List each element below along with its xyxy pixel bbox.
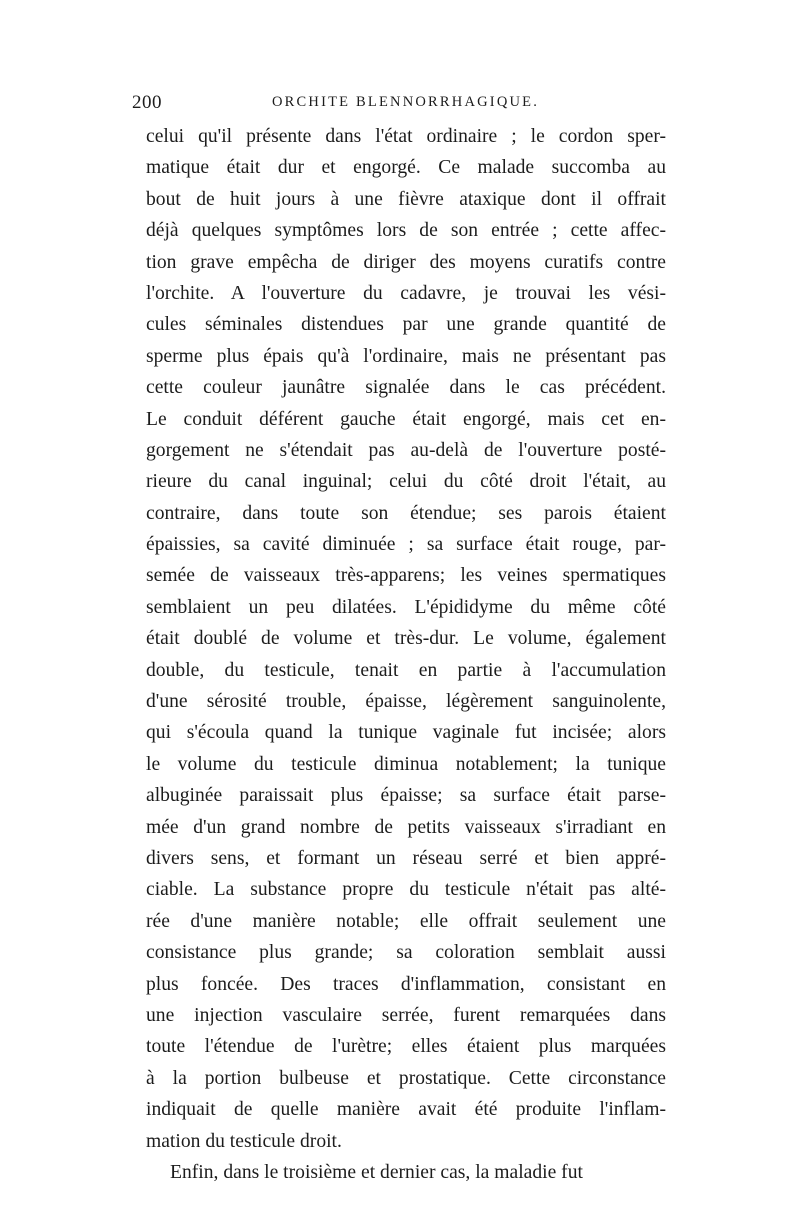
text-line: une injection vasculaire serrée, furent remarquées dans <box>146 1004 666 1026</box>
text-line: le volume du testicule diminua notablement; la tunique <box>146 753 666 775</box>
text-line: Le conduit déférent gauche était engorgé, mais cet en- <box>146 408 666 430</box>
text-line: cules séminales distendues par une grande quantité de <box>146 314 666 336</box>
body-text <box>146 121 666 1188</box>
text-line: d'une sérosité trouble, épaisse, légèrement sanguinolente, <box>146 691 666 713</box>
text-line: gorgement ne s'étendait pas au-delà de l'ouverture posté- <box>146 439 666 461</box>
text-line: était doublé de volume et très-dur. Le volume, également <box>146 628 666 650</box>
text-line: ciable. La substance propre du testicule n'était pas alté- <box>146 879 666 901</box>
text-line: plus foncée. Des traces d'inflammation, consistant en <box>146 973 666 995</box>
text-line: bout de huit jours à une fièvre ataxique dont il offrait <box>146 188 666 210</box>
text-line: Enfin, dans le troisième et dernier cas, la maladie fut <box>170 1161 583 1183</box>
running-head <box>132 92 672 116</box>
text-line: qui s'écoula quand la tunique vaginale fut incisée; alors <box>146 722 666 744</box>
text-line: matique était dur et engorgé. Ce malade succomba au <box>146 157 666 179</box>
text-line: semée de vaisseaux très-apparens; les veines spermatiques <box>146 565 666 587</box>
text-line: cette couleur jaunâtre signalée dans le cas précédent. <box>146 377 666 399</box>
text-line: consistance plus grande; sa coloration semblait aussi <box>146 942 666 964</box>
text-line: mée d'un grand nombre de petits vaisseaux s'irradiant en <box>146 816 666 838</box>
text-line: divers sens, et formant un réseau serré et bien appré- <box>146 847 666 869</box>
text-line: semblaient un peu dilatées. L'épididyme du même côté <box>146 596 666 618</box>
text-line: celui qu'il présente dans l'état ordinaire ; le cordon sper- <box>146 126 666 147</box>
text-line: déjà quelques symptômes lors de son entrée ; cette affec- <box>146 220 666 242</box>
text-line: l'orchite. A l'ouverture du cadavre, je trouvai les vési- <box>146 282 666 304</box>
text-line: rieure du canal inguinal; celui du côté droit l'était, au <box>146 471 666 493</box>
text-line: rée d'une manière notable; elle offrait seulement une <box>146 910 666 932</box>
text-line: contraire, dans toute son étendue; ses parois étaient <box>146 502 666 524</box>
text-line: albuginée paraissait plus épaisse; sa surface était parse- <box>146 785 666 807</box>
text-line: tion grave empêcha de diriger des moyens curatifs contre <box>146 251 666 273</box>
running-title: ORCHITE BLENNORRHAGIQUE. <box>272 94 540 110</box>
text-line: toute l'étendue de l'urètre; elles étaient plus marquées <box>146 1036 666 1058</box>
text-line: à la portion bulbeuse et prostatique. Cette circonstance <box>146 1067 666 1089</box>
text-line: double, du testicule, tenait en partie à l'accumulation <box>146 659 666 681</box>
text-line: sperme plus épais qu'à l'ordinaire, mais ne présentant pas <box>146 345 666 367</box>
text-line: épaissies, sa cavité diminuée ; sa surface était rouge, par- <box>146 534 666 556</box>
page-number: 200 <box>132 92 162 113</box>
text-line: mation du testicule droit. <box>146 1130 342 1152</box>
text-line: indiquait de quelle manière avait été produite l'inflam- <box>146 1099 666 1121</box>
